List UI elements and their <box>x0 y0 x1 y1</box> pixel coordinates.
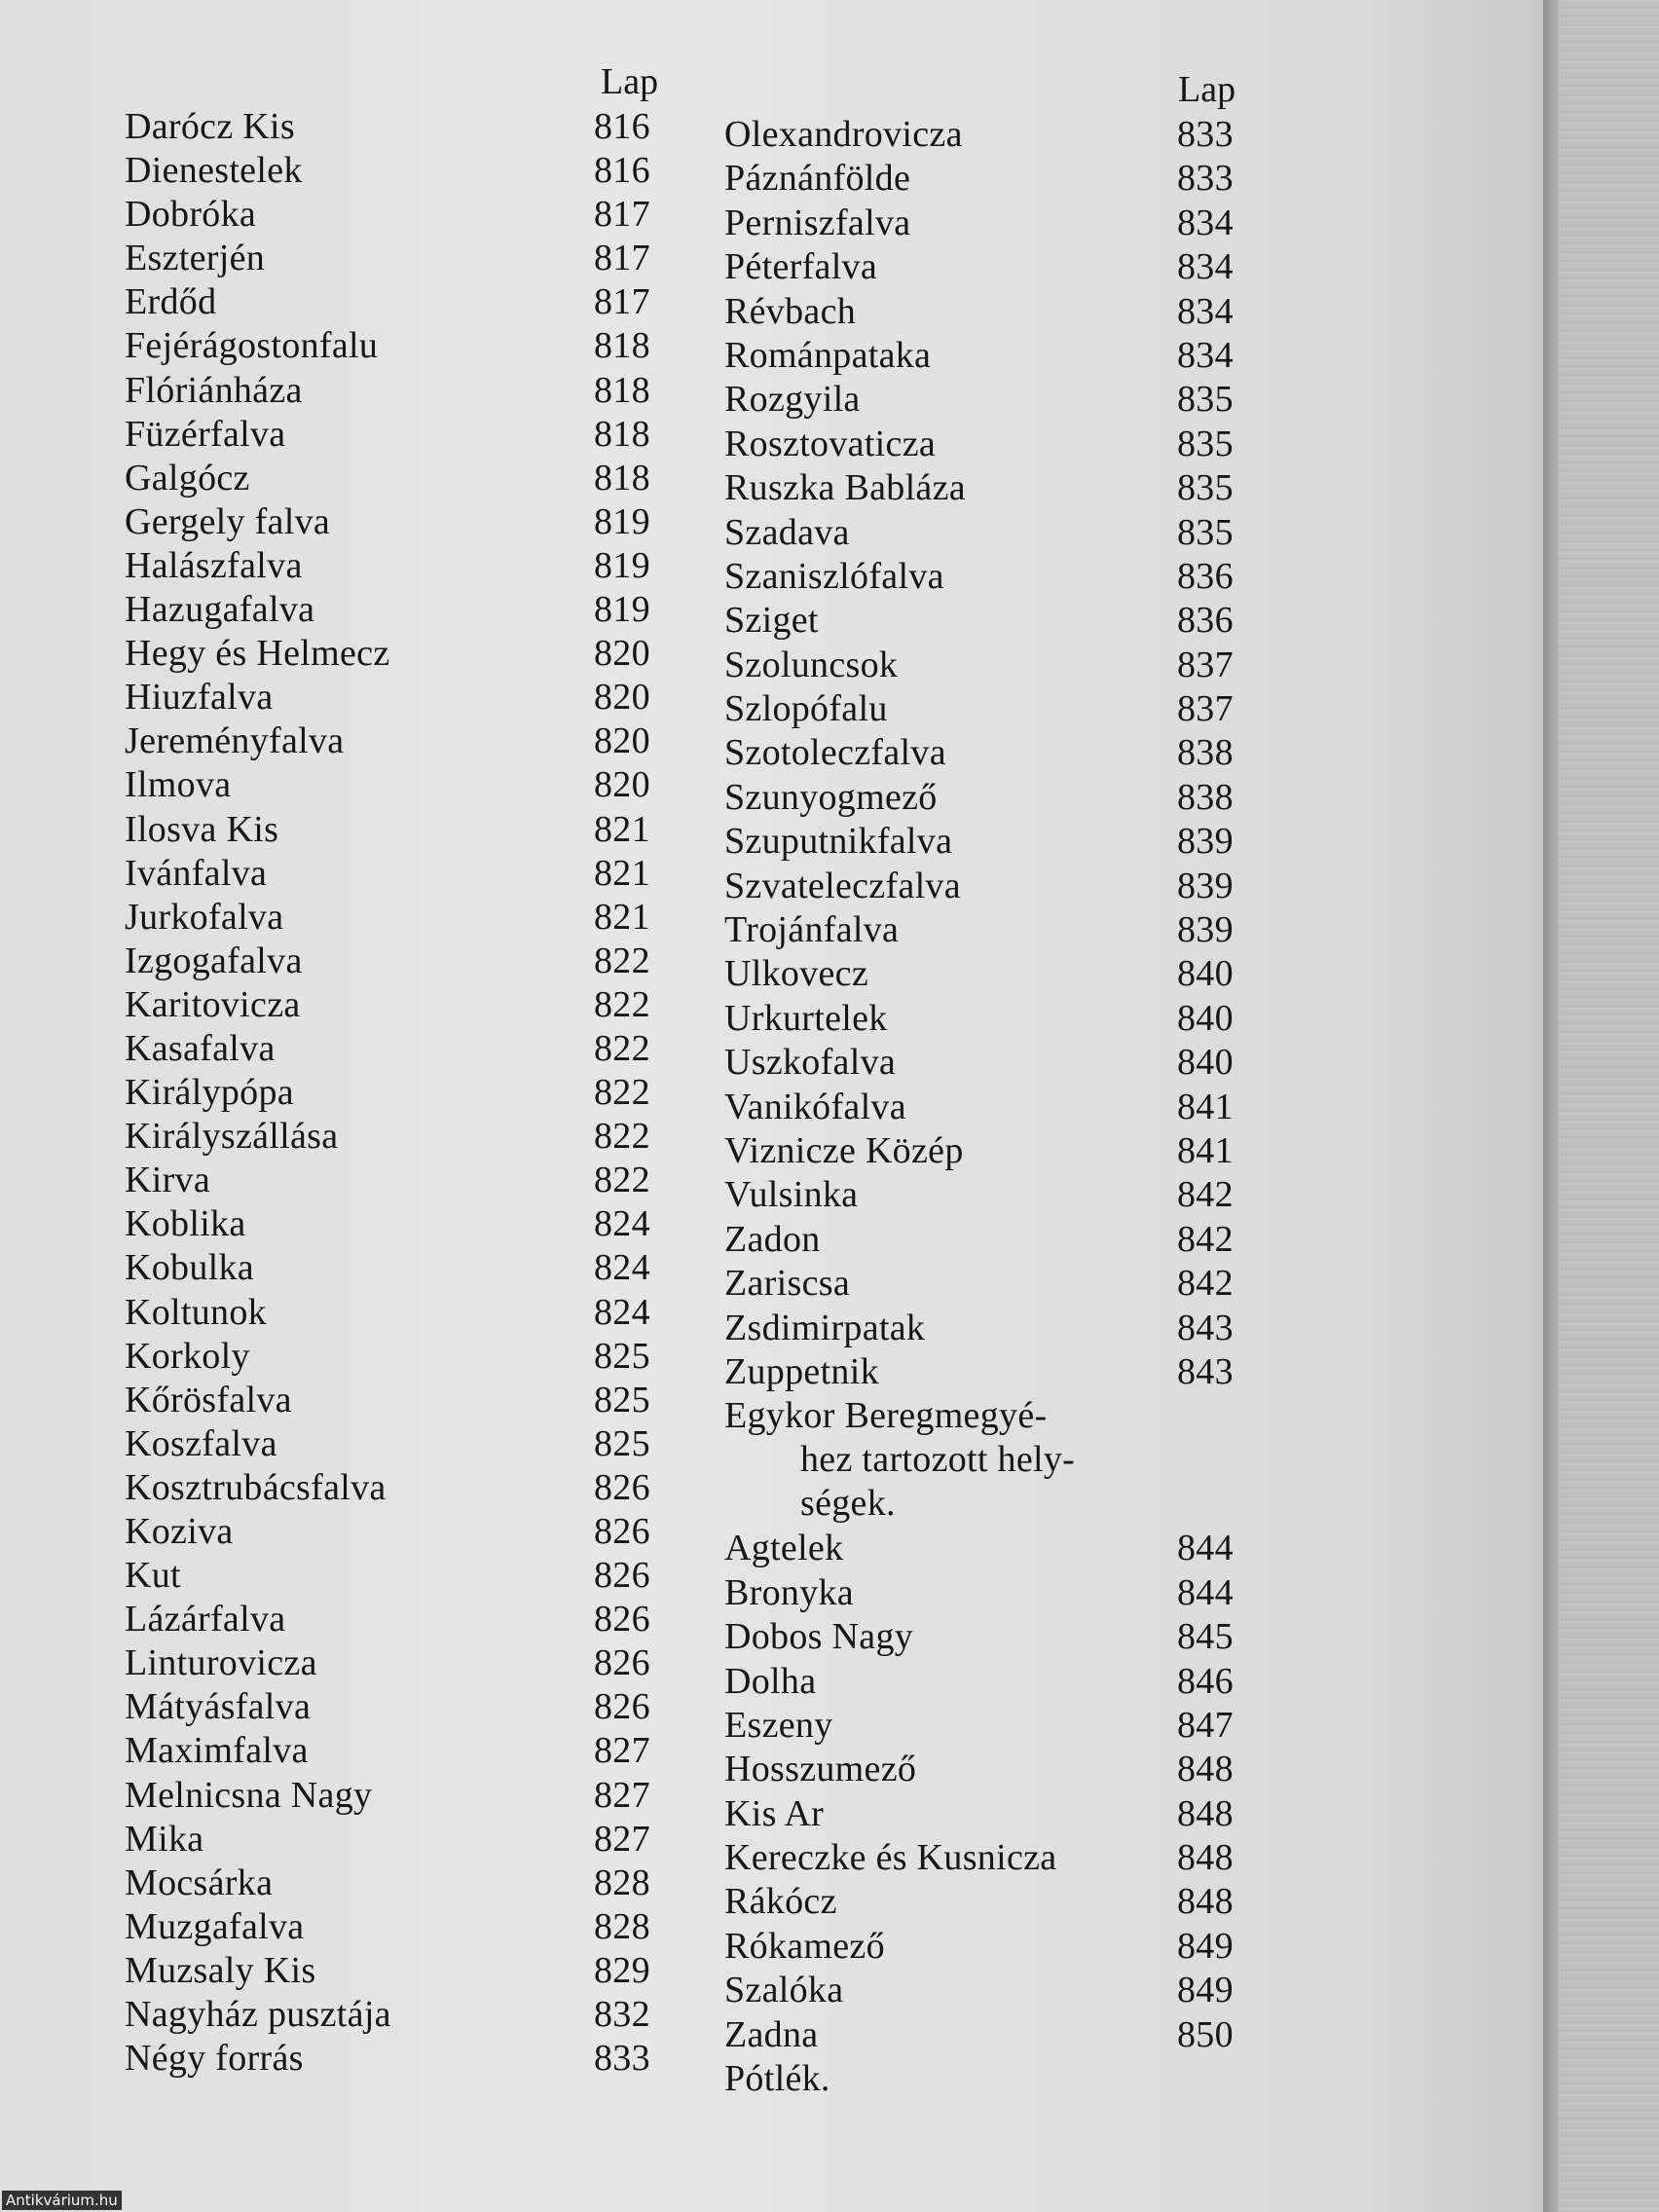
page-number: 847 <box>1177 1704 1234 1746</box>
place-name: Zariscsa <box>724 1263 850 1305</box>
note-line-2: hez tartozott hely- <box>800 1439 1076 1481</box>
index-entry <box>125 1027 699 1071</box>
place-name: Maximfalva <box>125 1730 309 1772</box>
page-number: 846 <box>1177 1660 1234 1702</box>
place-name: Kirva <box>125 1160 211 1201</box>
beregmegye-note <box>724 1394 1299 1527</box>
page-number: 841 <box>1177 1129 1234 1171</box>
index-entry <box>125 588 699 632</box>
page-number: 838 <box>1177 776 1234 818</box>
place-name: Ruszka Babláza <box>724 467 966 509</box>
index-entry <box>724 1880 1299 1924</box>
place-name: Királyszállása <box>125 1116 339 1158</box>
place-name: Dobróka <box>125 194 257 236</box>
place-name: Fejérágostonfalu <box>125 325 379 367</box>
index-entry <box>724 1527 1299 1570</box>
index-entry <box>125 1335 699 1379</box>
page-number: 845 <box>1177 1616 1234 1658</box>
page-number: 843 <box>1177 1307 1234 1348</box>
place-name: Szalóka <box>724 1970 844 2011</box>
index-entry <box>724 2013 1299 2057</box>
index-entry <box>125 1554 699 1598</box>
place-name: Hegy és Helmecz <box>125 633 390 675</box>
page-number: 828 <box>594 1905 650 1947</box>
page-number: 827 <box>594 1730 650 1772</box>
index-entry <box>724 1571 1299 1615</box>
place-name: Melnicsna Nagy <box>125 1774 373 1816</box>
index-entry <box>125 324 699 368</box>
place-name: Mocsárka <box>125 1862 274 1903</box>
index-entry <box>125 1862 699 1905</box>
place-name: Kut <box>125 1555 181 1597</box>
index-entry <box>125 1685 699 1729</box>
index-entry <box>125 500 699 544</box>
place-name: Korkoly <box>125 1335 250 1377</box>
page-number: 840 <box>1177 953 1234 995</box>
place-name: Bronyka <box>724 1571 854 1613</box>
place-name: Hazugafalva <box>125 589 315 631</box>
index-entry <box>724 555 1299 599</box>
page-number: 840 <box>1177 1042 1234 1084</box>
page-number: 834 <box>1177 290 1234 332</box>
place-name: Koblika <box>125 1203 246 1245</box>
index-entry <box>125 413 699 457</box>
place-name: Agtelek <box>724 1528 844 1569</box>
place-name: Olexandrovicza <box>724 114 963 155</box>
index-entry <box>125 1510 699 1554</box>
index-entry <box>724 113 1299 157</box>
page-number: 837 <box>1177 688 1234 730</box>
place-name: Flóriánháza <box>125 369 303 411</box>
page-number: 817 <box>594 194 650 236</box>
place-name: Kosztrubácsfalva <box>125 1466 387 1508</box>
index-entry <box>125 1159 699 1202</box>
place-name: Jurkofalva <box>125 896 284 938</box>
place-name: Eszeny <box>724 1704 833 1746</box>
index-entry <box>125 983 699 1027</box>
page-number: 836 <box>1177 600 1234 642</box>
place-name: Zuppetnik <box>724 1350 879 1392</box>
place-name: Páznánfölde <box>724 158 911 200</box>
index-entry <box>724 1704 1299 1748</box>
index-entry <box>125 1993 699 2037</box>
page-number: 834 <box>1177 202 1234 243</box>
page-number: 819 <box>594 544 650 586</box>
page-number: 843 <box>1177 1350 1234 1392</box>
page-number: 840 <box>1177 997 1234 1039</box>
place-name: Koltunok <box>125 1291 267 1333</box>
index-entry <box>125 1379 699 1422</box>
place-name: Karitovicza <box>125 983 301 1025</box>
index-entry <box>724 1925 1299 1969</box>
page-number: 820 <box>594 720 650 762</box>
page-number: 818 <box>594 457 650 498</box>
place-name: Rozgyila <box>724 379 861 421</box>
page-number: 841 <box>1177 1086 1234 1127</box>
note-line-3: ségek. <box>800 1483 896 1525</box>
index-entry <box>125 1641 699 1685</box>
place-name: Viznicze Közép <box>724 1129 964 1171</box>
page-number: 839 <box>1177 909 1234 951</box>
page-number: 837 <box>1177 644 1234 685</box>
place-name: Perniszfalva <box>724 202 911 243</box>
place-name: Kis Ar <box>724 1792 825 1834</box>
place-name: Dolha <box>724 1660 817 1702</box>
place-name: Sziget <box>724 600 819 642</box>
place-name: Románpataka <box>724 334 932 376</box>
page-number: 825 <box>594 1422 650 1464</box>
page-number: 836 <box>1177 555 1234 597</box>
page-number: 820 <box>594 633 650 675</box>
page-number: 820 <box>594 764 650 806</box>
index-entry <box>125 193 699 237</box>
right-column-header: Lap <box>1178 69 1236 110</box>
right-entries-before-note <box>724 113 1299 1394</box>
index-entry <box>724 599 1299 643</box>
index-entry <box>724 2057 1299 2101</box>
right-entries-after-note <box>724 1527 1299 2101</box>
index-entry <box>724 820 1299 864</box>
index-entry <box>125 1202 699 1246</box>
index-entry <box>724 511 1299 555</box>
page-number: 817 <box>594 238 650 279</box>
page-number: 828 <box>594 1862 650 1903</box>
page-number: 834 <box>1177 334 1234 376</box>
place-name: Kasafalva <box>125 1027 276 1069</box>
index-entry <box>125 1466 699 1510</box>
page-number: 839 <box>1177 821 1234 863</box>
index-entry <box>724 334 1299 378</box>
place-name: Füzérfalva <box>125 413 286 455</box>
page-number: 833 <box>1177 158 1234 200</box>
page-number: 832 <box>594 1994 650 2036</box>
place-name: Muzsaly Kis <box>125 1949 316 1991</box>
index-entry <box>125 1905 699 1949</box>
index-entry <box>724 1173 1299 1217</box>
page-number: 835 <box>1177 379 1234 421</box>
place-name: Halászfalva <box>125 544 303 586</box>
index-entry <box>125 544 699 588</box>
place-name: Zadon <box>724 1218 821 1260</box>
place-name: Nagyház pusztája <box>125 1994 391 2036</box>
place-name: Péterfalva <box>724 246 878 288</box>
place-name: Koziva <box>125 1511 234 1552</box>
page-number: 848 <box>1177 1881 1234 1923</box>
place-name: Szlopófalu <box>724 688 888 730</box>
place-name: Rákócz <box>724 1881 837 1923</box>
index-entry <box>125 2037 699 2081</box>
page-number: 838 <box>1177 732 1234 774</box>
page-number: 822 <box>594 1160 650 1201</box>
index-entry <box>125 149 699 193</box>
index-entry <box>724 776 1299 820</box>
page-number: 826 <box>594 1555 650 1597</box>
index-entry <box>125 896 699 940</box>
page-number: 826 <box>594 1686 650 1728</box>
place-name: Ilosva Kis <box>125 808 279 850</box>
place-name: Hiuzfalva <box>125 677 274 719</box>
place-name: Kobulka <box>125 1247 254 1289</box>
book-backing <box>1559 0 1659 2212</box>
index-entry <box>125 1774 699 1818</box>
index-entry <box>125 1422 699 1466</box>
index-entry <box>125 632 699 676</box>
index-entry <box>125 808 699 852</box>
page-number: 839 <box>1177 865 1234 906</box>
place-name: Rosztovaticza <box>724 423 937 464</box>
place-name: Rókamező <box>724 1925 885 1967</box>
page-number: 826 <box>594 1599 650 1641</box>
index-entry <box>724 997 1299 1041</box>
page-number: 827 <box>594 1818 650 1860</box>
page-edge <box>1543 0 1559 2212</box>
place-name: Kereczke és Kusnicza <box>724 1837 1057 1879</box>
page-number: 833 <box>594 2038 650 2080</box>
index-entry <box>724 1086 1299 1129</box>
page-number: 816 <box>594 150 650 192</box>
page-number: 842 <box>1177 1218 1234 1260</box>
page-number: 835 <box>1177 467 1234 509</box>
place-name: Szadava <box>724 511 850 553</box>
index-entry <box>724 423 1299 466</box>
page-number: 849 <box>1177 1925 1234 1967</box>
page-number: 850 <box>1177 2013 1234 2055</box>
index-entry <box>125 1949 699 1993</box>
index-entry <box>125 280 699 324</box>
index-entry <box>125 1818 699 1862</box>
index-entry <box>724 908 1299 952</box>
place-name: Mátyásfalva <box>125 1686 312 1728</box>
index-entry <box>724 1969 1299 2012</box>
note-line-1: Egykor Beregmegyé- <box>724 1395 1048 1437</box>
place-name: Vanikófalva <box>724 1086 906 1127</box>
place-name: Zsdimirpatak <box>724 1307 926 1348</box>
page-number: 821 <box>594 896 650 938</box>
place-name: Uszkofalva <box>724 1042 897 1084</box>
index-entry <box>724 1836 1299 1880</box>
index-entry <box>125 676 699 719</box>
page-number: 827 <box>594 1774 650 1816</box>
index-entry <box>724 865 1299 908</box>
place-name: Dienestelek <box>125 150 303 192</box>
place-name: Zadna <box>724 2013 819 2055</box>
page-number: 818 <box>594 325 650 367</box>
page-number: 833 <box>1177 114 1234 155</box>
index-entry <box>724 644 1299 687</box>
place-name: Trojánfalva <box>724 909 900 951</box>
index-entry <box>724 731 1299 775</box>
page-number: 849 <box>1177 1970 1234 2011</box>
index-entry <box>724 1660 1299 1704</box>
index-entry <box>125 763 699 807</box>
place-name: Négy forrás <box>125 2038 304 2080</box>
place-name: Ilmova <box>125 764 232 806</box>
index-entry <box>724 1262 1299 1306</box>
index-entry <box>724 1218 1299 1262</box>
page-number: 848 <box>1177 1749 1234 1790</box>
place-name: Kőrösfalva <box>125 1379 292 1420</box>
place-name: Urkurtelek <box>724 997 888 1039</box>
page-number: 818 <box>594 413 650 455</box>
page-number: 822 <box>594 1027 650 1069</box>
place-name: Hosszumező <box>724 1749 917 1790</box>
page-number: 822 <box>594 1116 650 1158</box>
place-name: Erdőd <box>125 281 217 323</box>
page-number: 826 <box>594 1511 650 1552</box>
page-number: 821 <box>594 852 650 894</box>
place-name: Darócz Kis <box>125 106 295 147</box>
index-entry <box>125 105 699 149</box>
index-entry <box>125 457 699 500</box>
place-name: Galgócz <box>125 457 250 498</box>
watermark-text: Antikvárium.hu <box>2 2191 122 2210</box>
page-number: 816 <box>594 106 650 147</box>
page-number: 819 <box>594 500 650 542</box>
page-number: 842 <box>1177 1263 1234 1305</box>
place-name: Eszterjén <box>125 238 266 279</box>
page-number: 818 <box>594 369 650 411</box>
index-entry <box>125 1598 699 1641</box>
left-index-column <box>125 105 699 2081</box>
place-name: Szuputnikfalva <box>724 821 953 863</box>
page-number: 820 <box>594 677 650 719</box>
index-entry <box>724 1129 1299 1173</box>
index-entry <box>125 940 699 983</box>
page-number: 821 <box>594 808 650 850</box>
index-entry <box>125 1729 699 1773</box>
page-number: 825 <box>594 1335 650 1377</box>
page-number: 835 <box>1177 511 1234 553</box>
place-name: Jereményfalva <box>125 720 345 762</box>
page-number: 819 <box>594 589 650 631</box>
page-number: 848 <box>1177 1792 1234 1834</box>
index-entry <box>724 245 1299 289</box>
page-number: 829 <box>594 1949 650 1991</box>
index-entry <box>724 1307 1299 1350</box>
index-entry <box>125 852 699 896</box>
place-name: Gergely falva <box>125 500 331 542</box>
place-name: Szoluncsok <box>724 644 899 685</box>
index-entry <box>724 1350 1299 1394</box>
page-number: 848 <box>1177 1837 1234 1879</box>
place-name: Dobos Nagy <box>724 1616 914 1658</box>
page-number: 822 <box>594 983 650 1025</box>
index-entry <box>125 369 699 413</box>
place-name: Linturovicza <box>125 1642 317 1684</box>
place-name: Szunyogmező <box>724 776 938 818</box>
page-number: 844 <box>1177 1571 1234 1613</box>
place-name: Szotoleczfalva <box>724 732 946 774</box>
place-name: Izgogafalva <box>125 940 303 981</box>
place-name: Ulkovecz <box>724 953 868 995</box>
place-name: Királypópa <box>125 1072 294 1114</box>
index-entry <box>724 1748 1299 1791</box>
index-entry <box>125 237 699 280</box>
page-number: 826 <box>594 1642 650 1684</box>
index-entry <box>724 378 1299 422</box>
index-entry <box>724 157 1299 201</box>
index-entry <box>125 1071 699 1115</box>
page-number: 834 <box>1177 246 1234 288</box>
place-name: Pótlék. <box>724 2058 830 2100</box>
place-name: Mika <box>125 1818 204 1860</box>
page-number: 822 <box>594 1072 650 1114</box>
index-entry <box>125 1246 699 1290</box>
page-number: 817 <box>594 281 650 323</box>
place-name: Vulsinka <box>724 1174 859 1216</box>
place-name: Koszfalva <box>125 1422 277 1464</box>
place-name: Szaniszlófalva <box>724 555 944 597</box>
index-entry <box>724 1792 1299 1836</box>
page-number: 822 <box>594 940 650 981</box>
index-entry <box>125 719 699 763</box>
index-entry <box>724 290 1299 334</box>
place-name: Révbach <box>724 290 857 332</box>
page-number: 824 <box>594 1203 650 1245</box>
index-entry <box>724 202 1299 245</box>
page-number: 826 <box>594 1466 650 1508</box>
place-name: Szvateleczfalva <box>724 865 961 906</box>
index-entry <box>724 1615 1299 1659</box>
place-name: Lázárfalva <box>125 1599 286 1641</box>
page-number: 835 <box>1177 423 1234 464</box>
place-name: Ivánfalva <box>125 852 268 894</box>
index-entry <box>125 1115 699 1159</box>
page-number: 824 <box>594 1247 650 1289</box>
place-name: Muzgafalva <box>125 1905 305 1947</box>
index-entry <box>724 1041 1299 1085</box>
page-number: 842 <box>1177 1174 1234 1216</box>
left-column-header: Lap <box>601 61 659 102</box>
page-number: 824 <box>594 1291 650 1333</box>
page-number: 844 <box>1177 1528 1234 1569</box>
index-entry <box>724 687 1299 731</box>
right-index-column <box>724 113 1299 2101</box>
index-entry <box>724 952 1299 996</box>
page-number: 825 <box>594 1379 650 1420</box>
index-entry <box>724 466 1299 510</box>
index-entry <box>125 1291 699 1335</box>
